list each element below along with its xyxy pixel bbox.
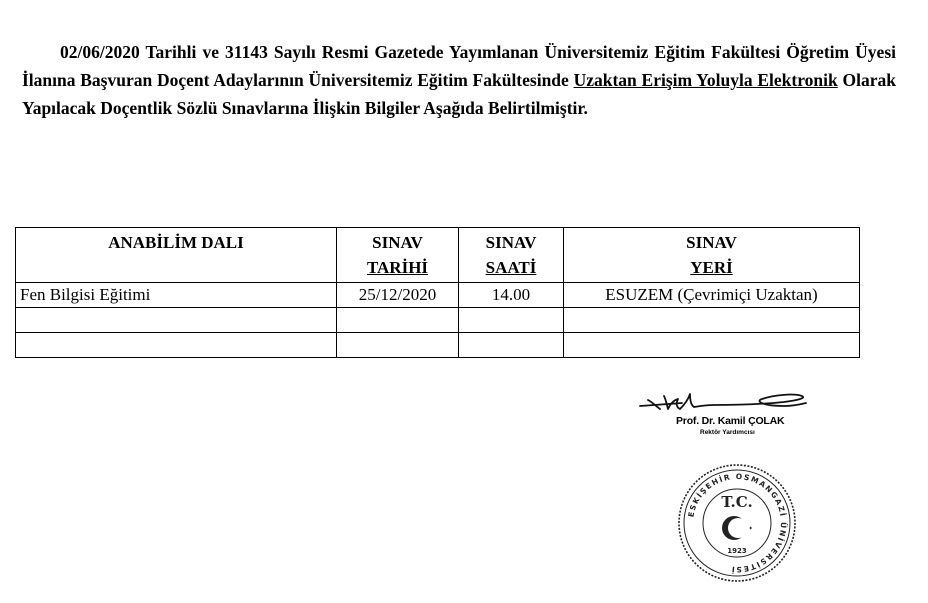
cell-time: 14.00: [459, 283, 564, 308]
cell-place: ESUZEM (Çevrimiçi Uzaktan): [564, 283, 860, 308]
cell-time: [459, 308, 564, 333]
announcement-text-before: 02/06/2020 Tarihli ve 31143 Sayılı Resmi Gazetede Yayımlanan Üniversitemiz Eğitim Fakültesi Öğretim Üyesi İlanına Başvuran Doçent Adaylarının Üniversitemiz Eğitim Fakültesinde: [22, 42, 896, 90]
header-exam-date: SINAV TARİHİ: [337, 228, 459, 283]
cell-department: [16, 333, 337, 358]
table-header-row: [16, 228, 860, 283]
header-exam-time: SINAV SAATİ: [459, 228, 564, 283]
cell-department: [16, 308, 337, 333]
announcement-text-after: Olarak Yapılacak Doçentlik Sözlü Sınavlarına İlişkin Bilgiler Aşağıda Belirtilmiştir.: [22, 70, 896, 118]
handwritten-signature: [634, 378, 824, 418]
signer-title: Rektör Yardımcısı: [700, 429, 755, 436]
cell-department: Fen Bilgisi Eğitimi: [16, 283, 337, 308]
cell-date: [337, 308, 459, 333]
cell-place: [564, 333, 860, 358]
header-exam-place: SINAV YERİ: [564, 228, 860, 283]
cell-date: 25/12/2020: [337, 283, 459, 308]
table-row: [16, 333, 860, 358]
header-department: ANABİLİM DALI: [16, 228, 337, 283]
cell-place: [564, 308, 860, 333]
exam-schedule-table: [15, 227, 860, 358]
table-row: [16, 308, 860, 333]
svg-text:T.C.: T.C.: [721, 493, 753, 511]
svg-text:1923: 1923: [727, 547, 747, 555]
official-seal: [676, 462, 798, 584]
svg-text:ESKİŞEHİR OSMANGAZİ ÜNİVERSİTE: ESKİŞEHİR OSMANGAZİ ÜNİVERSİTESİ: [686, 471, 789, 575]
table-row: [16, 283, 860, 308]
announcement-paragraph: [22, 38, 896, 122]
signer-name: Prof. Dr. Kamil ÇOLAK: [676, 415, 785, 427]
cell-date: [337, 333, 459, 358]
announcement-underlined-text: Uzaktan Erişim Yoluyla Elektronik: [573, 70, 838, 90]
cell-time: [459, 333, 564, 358]
